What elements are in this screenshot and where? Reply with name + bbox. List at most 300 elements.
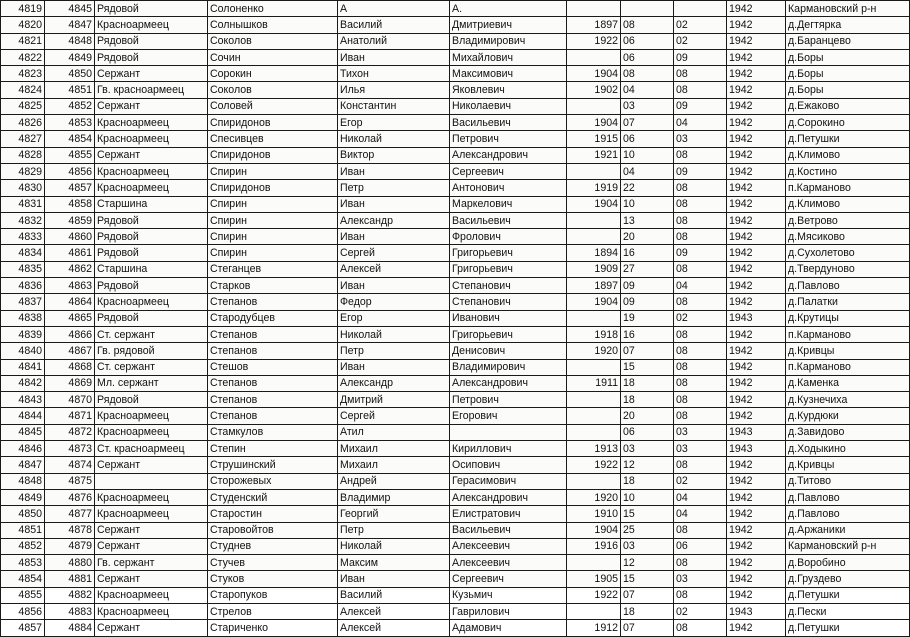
birth-year-cell [567, 1, 621, 17]
patronymic-cell: Петрович [450, 392, 567, 408]
surname-cell: Солнышков [208, 17, 338, 33]
burial-place-cell: д.Сухолетово [786, 245, 910, 261]
patronymic-cell: Александрович [450, 147, 567, 163]
death-year-cell: 1942 [727, 343, 786, 359]
burial-place-cell: д.Твердуново [786, 261, 910, 277]
rank-cell: Рядовой [95, 392, 208, 408]
row-number: 4832 [1, 212, 45, 228]
death-year-cell: 1942 [727, 115, 786, 131]
burial-place-cell: д.Мясиково [786, 229, 910, 245]
patronymic-cell: Степанович [450, 278, 567, 294]
patronymic-cell: Владимирович [450, 359, 567, 375]
burial-place-cell: п.Карманово [786, 180, 910, 196]
first-name-cell: Виктор [338, 147, 450, 163]
first-name-cell: Иван [338, 359, 450, 375]
surname-cell: Старопуков [208, 587, 338, 603]
table-row [1, 212, 910, 228]
death-day-cell: 06 [621, 49, 674, 65]
surname-cell: Соловей [208, 98, 338, 114]
table-row [1, 147, 910, 163]
patronymic-cell: Григорьевич [450, 245, 567, 261]
rank-cell: Ст. сержант [95, 359, 208, 375]
death-day-cell: 03 [621, 98, 674, 114]
death-month-cell: 03 [674, 131, 727, 147]
death-year-cell: 1942 [727, 506, 786, 522]
death-day-cell: 27 [621, 261, 674, 277]
death-day-cell: 08 [621, 17, 674, 33]
table-row [1, 1, 910, 17]
burial-place-cell: д.Ветрово [786, 212, 910, 228]
record-number: 4848 [45, 33, 95, 49]
table-row [1, 33, 910, 49]
death-month-cell: 08 [674, 294, 727, 310]
record-number: 4859 [45, 212, 95, 228]
patronymic-cell: Владимирович [450, 33, 567, 49]
patronymic-cell: Кириллович [450, 441, 567, 457]
death-year-cell: 1942 [727, 180, 786, 196]
row-number: 4851 [1, 522, 45, 538]
death-month-cell: 04 [674, 278, 727, 294]
row-number: 4844 [1, 408, 45, 424]
death-year-cell: 1942 [727, 278, 786, 294]
row-number: 4840 [1, 343, 45, 359]
death-year-cell: 1942 [727, 294, 786, 310]
birth-year-cell [567, 555, 621, 571]
death-year-cell: 1942 [727, 212, 786, 228]
record-number: 4851 [45, 82, 95, 98]
rank-cell: Гв. красноармеец [95, 82, 208, 98]
table-row [1, 473, 910, 489]
record-number: 4869 [45, 375, 95, 391]
surname-cell: Стариченко [208, 620, 338, 636]
first-name-cell: Егор [338, 310, 450, 326]
death-month-cell: 04 [674, 115, 727, 131]
patronymic-cell: Васильевич [450, 522, 567, 538]
death-day-cell: 15 [621, 506, 674, 522]
birth-year-cell [567, 603, 621, 619]
surname-cell: Струшинский [208, 457, 338, 473]
patronymic-cell: Кузьмич [450, 587, 567, 603]
table-row [1, 17, 910, 33]
rank-cell: Рядовой [95, 245, 208, 261]
death-month-cell: 08 [674, 180, 727, 196]
table-row [1, 115, 910, 131]
burial-place-cell: д.Аржаники [786, 522, 910, 538]
burial-place-cell: п.Карманово [786, 359, 910, 375]
burial-place-cell: д.Павлово [786, 489, 910, 505]
patronymic-cell: Денисович [450, 343, 567, 359]
death-month-cell: 08 [674, 66, 727, 82]
death-month-cell: 08 [674, 359, 727, 375]
patronymic-cell: Петрович [450, 131, 567, 147]
table-row [1, 408, 910, 424]
row-number: 4833 [1, 229, 45, 245]
birth-year-cell [567, 229, 621, 245]
row-number: 4824 [1, 82, 45, 98]
death-year-cell: 1942 [727, 473, 786, 489]
record-number: 4883 [45, 603, 95, 619]
death-month-cell: 08 [674, 261, 727, 277]
patronymic-cell: Егорович [450, 408, 567, 424]
table-row [1, 587, 910, 603]
burial-place-cell: д.Дегтярка [786, 17, 910, 33]
death-month-cell: 08 [674, 375, 727, 391]
birth-year-cell: 1915 [567, 131, 621, 147]
death-year-cell: 1943 [727, 441, 786, 457]
rank-cell: Рядовой [95, 310, 208, 326]
table-row [1, 603, 910, 619]
patronymic-cell: Антонович [450, 180, 567, 196]
surname-cell: Степанов [208, 294, 338, 310]
death-month-cell: 09 [674, 163, 727, 179]
death-month-cell: 04 [674, 489, 727, 505]
first-name-cell: Александр [338, 212, 450, 228]
table-row [1, 229, 910, 245]
death-day-cell: 07 [621, 620, 674, 636]
table-row [1, 82, 910, 98]
patronymic-cell: Сергеевич [450, 163, 567, 179]
death-year-cell: 1942 [727, 489, 786, 505]
row-number: 4830 [1, 180, 45, 196]
table-row [1, 343, 910, 359]
first-name-cell: Иван [338, 278, 450, 294]
row-number: 4828 [1, 147, 45, 163]
death-year-cell: 1943 [727, 424, 786, 440]
death-month-cell: 09 [674, 98, 727, 114]
record-number: 4880 [45, 555, 95, 571]
birth-year-cell [567, 163, 621, 179]
first-name-cell: Иван [338, 49, 450, 65]
death-month-cell: 08 [674, 82, 727, 98]
burial-place-cell: д.Кузнечиха [786, 392, 910, 408]
birth-year-cell: 1904 [567, 294, 621, 310]
rank-cell: Красноармеец [95, 408, 208, 424]
birth-year-cell: 1904 [567, 522, 621, 538]
record-number: 4882 [45, 587, 95, 603]
surname-cell: Сорокин [208, 66, 338, 82]
first-name-cell: Василий [338, 587, 450, 603]
table-row [1, 163, 910, 179]
death-day-cell: 16 [621, 245, 674, 261]
row-number: 4819 [1, 1, 45, 17]
first-name-cell: Алексей [338, 261, 450, 277]
rank-cell: Рядовой [95, 229, 208, 245]
rank-cell: Сержант [95, 522, 208, 538]
death-day-cell: 03 [621, 441, 674, 457]
death-day-cell: 08 [621, 66, 674, 82]
record-number: 4858 [45, 196, 95, 212]
first-name-cell: Петр [338, 180, 450, 196]
surname-cell: Спиридонов [208, 180, 338, 196]
burial-place-cell: Кармановский р-н [786, 538, 910, 554]
rank-cell: Красноармеец [95, 180, 208, 196]
surname-cell: Степанов [208, 408, 338, 424]
row-number: 4829 [1, 163, 45, 179]
death-year-cell: 1942 [727, 82, 786, 98]
first-name-cell: Дмитрий [338, 392, 450, 408]
death-day-cell: 10 [621, 147, 674, 163]
death-month-cell: 09 [674, 49, 727, 65]
surname-cell: Сторожевых [208, 473, 338, 489]
rank-cell: Рядовой [95, 278, 208, 294]
death-year-cell: 1943 [727, 603, 786, 619]
death-year-cell: 1942 [727, 571, 786, 587]
table-row [1, 49, 910, 65]
death-day-cell: 07 [621, 587, 674, 603]
surname-cell: Спирин [208, 245, 338, 261]
surname-cell: Старовойтов [208, 522, 338, 538]
table-row [1, 245, 910, 261]
first-name-cell: Иван [338, 196, 450, 212]
birth-year-cell: 1912 [567, 620, 621, 636]
record-number: 4867 [45, 343, 95, 359]
row-number: 4843 [1, 392, 45, 408]
record-number: 4871 [45, 408, 95, 424]
birth-year-cell: 1918 [567, 326, 621, 342]
first-name-cell: Михаил [338, 457, 450, 473]
record-number: 4868 [45, 359, 95, 375]
record-number: 4849 [45, 49, 95, 65]
table-row [1, 538, 910, 554]
first-name-cell: А [338, 1, 450, 17]
death-month-cell: 08 [674, 587, 727, 603]
burial-place-cell: д.Кривцы [786, 343, 910, 359]
rank-cell: Ст. красноармеец [95, 441, 208, 457]
death-year-cell: 1942 [727, 66, 786, 82]
death-day-cell: 09 [621, 278, 674, 294]
patronymic-cell: Герасимович [450, 473, 567, 489]
first-name-cell: Василий [338, 17, 450, 33]
record-number: 4861 [45, 245, 95, 261]
row-number: 4842 [1, 375, 45, 391]
birth-year-cell: 1909 [567, 261, 621, 277]
death-day-cell: 20 [621, 229, 674, 245]
patronymic-cell: Елистратович [450, 506, 567, 522]
rank-cell: Красноармеец [95, 294, 208, 310]
death-month-cell: 03 [674, 424, 727, 440]
death-day-cell: 07 [621, 343, 674, 359]
death-month-cell: 02 [674, 603, 727, 619]
rank-cell: Рядовой [95, 49, 208, 65]
first-name-cell: Максим [338, 555, 450, 571]
row-number: 4838 [1, 310, 45, 326]
death-month-cell: 02 [674, 17, 727, 33]
surname-cell: Стуков [208, 571, 338, 587]
birth-year-cell: 1894 [567, 245, 621, 261]
burial-place-cell: д.Костино [786, 163, 910, 179]
surname-cell: Спирин [208, 163, 338, 179]
first-name-cell: Сергей [338, 408, 450, 424]
birth-year-cell: 1904 [567, 196, 621, 212]
death-year-cell: 1942 [727, 261, 786, 277]
record-number: 4879 [45, 538, 95, 554]
rank-cell: Красноармеец [95, 489, 208, 505]
row-number: 4825 [1, 98, 45, 114]
row-number: 4835 [1, 261, 45, 277]
record-number: 4874 [45, 457, 95, 473]
death-year-cell: 1942 [727, 457, 786, 473]
death-month-cell: 08 [674, 326, 727, 342]
first-name-cell: Анатолий [338, 33, 450, 49]
birth-year-cell [567, 98, 621, 114]
table-row [1, 522, 910, 538]
birth-year-cell [567, 359, 621, 375]
patronymic-cell [450, 424, 567, 440]
burial-place-cell: д.Павлово [786, 278, 910, 294]
record-number: 4865 [45, 310, 95, 326]
row-number: 4856 [1, 603, 45, 619]
burial-place-cell: д.Петушки [786, 131, 910, 147]
death-day-cell: 15 [621, 571, 674, 587]
surname-cell: Сочин [208, 49, 338, 65]
rank-cell: Красноармеец [95, 163, 208, 179]
death-year-cell: 1942 [727, 147, 786, 163]
row-number: 4847 [1, 457, 45, 473]
patronymic-cell: Гаврилович [450, 603, 567, 619]
row-number: 4850 [1, 506, 45, 522]
death-month-cell: 02 [674, 33, 727, 49]
burial-place-cell: д.Павлово [786, 506, 910, 522]
death-day-cell: 12 [621, 457, 674, 473]
birth-year-cell [567, 424, 621, 440]
first-name-cell: Николай [338, 326, 450, 342]
patronymic-cell: Александрович [450, 489, 567, 505]
table-row [1, 196, 910, 212]
death-year-cell: 1942 [727, 33, 786, 49]
patronymic-cell: Михайлович [450, 49, 567, 65]
death-day-cell: 18 [621, 375, 674, 391]
record-number: 4860 [45, 229, 95, 245]
row-number: 4821 [1, 33, 45, 49]
surname-cell: Солоненко [208, 1, 338, 17]
death-year-cell: 1942 [727, 229, 786, 245]
rank-cell: Рядовой [95, 1, 208, 17]
table-row [1, 457, 910, 473]
death-month-cell: 08 [674, 392, 727, 408]
death-day-cell: 18 [621, 603, 674, 619]
row-number: 4820 [1, 17, 45, 33]
death-month-cell: 08 [674, 343, 727, 359]
death-day-cell: 22 [621, 180, 674, 196]
patronymic-cell: Григорьевич [450, 261, 567, 277]
table-row [1, 261, 910, 277]
death-month-cell: 08 [674, 212, 727, 228]
birth-year-cell: 1910 [567, 506, 621, 522]
surname-cell: Степин [208, 441, 338, 457]
patronymic-cell: Александрович [450, 375, 567, 391]
death-month-cell: 02 [674, 473, 727, 489]
death-day-cell: 20 [621, 408, 674, 424]
death-month-cell: 08 [674, 522, 727, 538]
surname-cell: Спирин [208, 212, 338, 228]
death-year-cell: 1942 [727, 98, 786, 114]
death-year-cell: 1942 [727, 555, 786, 571]
death-year-cell: 1942 [727, 163, 786, 179]
rank-cell: Красноармеец [95, 115, 208, 131]
burial-place-cell: д.Курдюки [786, 408, 910, 424]
row-number: 4836 [1, 278, 45, 294]
table-row [1, 326, 910, 342]
rank-cell: Красноармеец [95, 587, 208, 603]
surname-cell: Стародубцев [208, 310, 338, 326]
record-number: 4877 [45, 506, 95, 522]
table-row [1, 441, 910, 457]
burial-place-cell: д.Титово [786, 473, 910, 489]
surname-cell: Старостин [208, 506, 338, 522]
record-number: 4884 [45, 620, 95, 636]
death-year-cell: 1942 [727, 408, 786, 424]
table-row [1, 310, 910, 326]
patronymic-cell: Степанович [450, 294, 567, 310]
surname-cell: Соколов [208, 82, 338, 98]
burial-place-cell: д.Палатки [786, 294, 910, 310]
first-name-cell: Алексей [338, 603, 450, 619]
record-number: 4866 [45, 326, 95, 342]
death-day-cell: 06 [621, 33, 674, 49]
table-row [1, 424, 910, 440]
death-month-cell: 09 [674, 245, 727, 261]
row-number: 4823 [1, 66, 45, 82]
table-row [1, 359, 910, 375]
table-row [1, 375, 910, 391]
burial-place-cell: Кармановский р-н [786, 1, 910, 17]
record-number: 4847 [45, 17, 95, 33]
record-number: 4863 [45, 278, 95, 294]
birth-year-cell [567, 473, 621, 489]
row-number: 4852 [1, 538, 45, 554]
row-number: 4855 [1, 587, 45, 603]
death-day-cell: 16 [621, 326, 674, 342]
surname-cell: Степанов [208, 326, 338, 342]
death-month-cell: 04 [674, 506, 727, 522]
birth-year-cell: 1897 [567, 278, 621, 294]
rank-cell: Сержант [95, 620, 208, 636]
row-number: 4853 [1, 555, 45, 571]
death-day-cell: 12 [621, 555, 674, 571]
row-number: 4822 [1, 49, 45, 65]
table-row [1, 180, 910, 196]
record-number: 4872 [45, 424, 95, 440]
rank-cell: Сержант [95, 571, 208, 587]
surname-cell: Студнев [208, 538, 338, 554]
rank-cell: Ст. сержант [95, 326, 208, 342]
burial-place-cell: д.Боры [786, 49, 910, 65]
register-rows [1, 1, 910, 637]
surname-cell: Спиридонов [208, 115, 338, 131]
rank-cell: Гв. сержант [95, 555, 208, 571]
death-month-cell: 08 [674, 620, 727, 636]
burial-place-cell: п.Карманово [786, 326, 910, 342]
death-day-cell: 03 [621, 538, 674, 554]
burial-place-cell: д.Крутицы [786, 310, 910, 326]
death-month-cell: 08 [674, 457, 727, 473]
death-day-cell: 09 [621, 294, 674, 310]
death-day-cell: 19 [621, 310, 674, 326]
record-number: 4876 [45, 489, 95, 505]
row-number: 4848 [1, 473, 45, 489]
row-number: 4846 [1, 441, 45, 457]
rank-cell: Сержант [95, 98, 208, 114]
row-number: 4841 [1, 359, 45, 375]
death-year-cell: 1942 [727, 326, 786, 342]
birth-year-cell: 1904 [567, 115, 621, 131]
rank-cell: Сержант [95, 147, 208, 163]
patronymic-cell: Дмитриевич [450, 17, 567, 33]
rank-cell [95, 473, 208, 489]
patronymic-cell: Григорьевич [450, 326, 567, 342]
birth-year-cell: 1904 [567, 66, 621, 82]
first-name-cell: Иван [338, 571, 450, 587]
